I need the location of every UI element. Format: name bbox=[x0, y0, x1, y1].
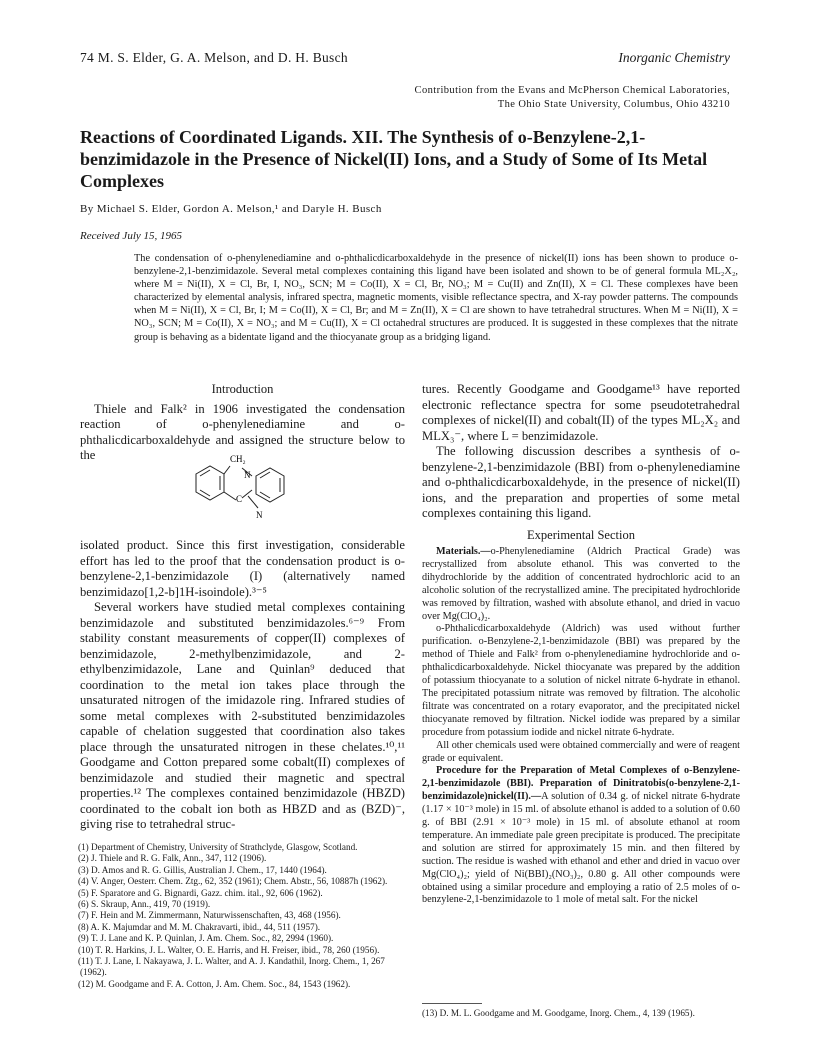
procedure-text: A solution of 0.34 g. of nickel nitrate 6-hydrate (1.17 × 10⁻³ mole) in 15 ml. of absolute ethanol is added to a solution of 0.60 g. of BBI (2.91 × 10⁻³ mole) in 15 ml. of absolute ethanol at room temperature. An immediate pale green precipitate is produced. The precipitate and solution are stirred for approximately 15 min. and then filtered by suction. The residue is washed with ethanol and ether and dried in vacuo over Mg(ClO₄)₂; yield of Ni(BBI)₂(NO₃)₂, 0.80 g. All other compounds were obtained using a similar procedure and employing a ratio of 2.5 moles of o-benzylene-2,1-benzimidazole to 1 mole of metal salt. For the nickel bbox=[422, 791, 740, 906]
intro-paragraph-3: Several workers have studied metal complexes containing benzimidazole and substituted benzimidazoles.⁶⁻⁹ From stability constant measurements of copper(II) complexes of benzimidazole, 2-methylbenzimidazole, and 2-ethylbenzimidazole, Lane and Quinlan⁹ deduced that coordination to the metal ion takes place through the unsaturated nitrogen of the imidazole ring. Infrared studies of some metal complexes with 2-substituted benzimidazoles capable of chelation suggested that coordination also takes place through the unsaturated nitrogen in these chelates.¹⁰,¹¹ Goodgame and Cotton prepared some cobalt(II) complexes of benzimidazole and studied their magnetic and spectral properties.¹² The complexes contained benzimidazole (HBZD) coordinated to the cobalt ion both as HBZD and as (BZD)⁻, giving rise to tetrahedral struc- bbox=[80, 600, 405, 831]
footnote-3: (3) D. Amos and R. G. Gillis, Australian J. Chem., 17, 1440 (1964). bbox=[78, 864, 327, 875]
running-head-authors: 74 M. S. Elder, G. A. Melson, and D. H. Busch bbox=[80, 50, 348, 65]
procedure-run-in-head: Procedure for the Preparation of Metal Complexes of o-Benzylene-2,1-benzimidazole (BBI). Preparation of Dinitratobis(o-benzylene-2,1-benzimidazole)nickel(II).— bbox=[422, 765, 740, 803]
footnote-6: (6) S. Skraup, Ann., 419, 70 (1919). bbox=[78, 899, 211, 910]
footnote-8: (8) A. K. Majumdar and M. M. Chakravarti, ibid., 44, 511 (1957). bbox=[78, 921, 321, 932]
left-footnotes bbox=[80, 842, 405, 990]
struct-label-n1: N bbox=[244, 470, 251, 480]
introduction-heading: Introduction bbox=[211, 382, 274, 396]
abstract: The condensation of o-phenylenediamine and o-phthalicdicarboxaldehyde in the presence of nickel(II) ions has been shown to produce o-benzylene-2,1-benzimidazole. Several metal complexes containing this ligand have been isolated and shown to be of general formula ML₂X₂, where M = Ni(II), X = Cl, Br, I, NO₃, SCN; M = Co(II), X = Cl, Br, NO₃; M = Cu(II) and Zn(II), X = Cl. These complexes have been characterized by elemental analysis, infrared spectra, magnetic moments, visible reflectance spectra, and X-ray powder patterns. The compounds when M = Ni(II), X = Cl, Br, I; M = Co(II), X = Cl, Br; and M = Zn(II), X = Cl are shown to have tetrahedral structures. When M = Ni(II), X = NO₃, SCN; M = Co(II), X = NO₃; and M = Cu(II), X = Cl octahedral structures are produced. It is suggested in these complexes that the nitrate group is behaving as a bidentate ligand and the thiocyanate group as a bridging ligand. bbox=[134, 253, 738, 343]
phthal-paragraph: o-Phthalicdicarboxaldehyde (Aldrich) was used without further purification. o-Benzylene-2,1-benzimidazole (BBI) was prepared by the method of Thiele and Falk² from o-phenylenediamine hydrochloride and o-phthalicdicarboxaldehyde. Nickel thiocyanate was prepared by the addition of potassium thiocyanate to a solution of nickel nitrate 6-hydrate in ethanol. The precipitated potassium nitrate was removed by filtration. The alcoholic filtrate was concentrated on a rotary evaporator, and the precipitated nickel thiocyanate removed by filtration. Nickel iodide was prepared by a similar procedure from potassium iodide and nickel nitrate 6-hydrate. bbox=[422, 623, 740, 738]
struct-label-n2: N bbox=[256, 510, 263, 520]
intro-paragraph-2: isolated product. Since this first investigation, considerable effort has led to the proof that the condensation product is o-benzylene-2,1-benzimidazole (I) (alternatively named benzimidazo[1,2-b]1H-isoindole).³⁻⁵ bbox=[80, 538, 405, 599]
right-paragraph-2: The following discussion describes a synthesis of o-benzylene-2,1-benzimidazole (BBI) from o-phenylenediamine and o-phthalicdicarboxaldehyde, in the presence of nickel(II) ions, and the preparation and properties of some metal complexes containing this ligand. bbox=[422, 444, 740, 520]
author-line: By Michael S. Elder, Gordon A. Melson,¹ and Daryle H. Busch bbox=[80, 203, 382, 215]
benzimidazole-structure-figure bbox=[186, 452, 306, 528]
footnote-2: (2) J. Thiele and R. G. Falk, Ann., 347, 112 (1906). bbox=[78, 853, 267, 864]
footnote-10: (10) T. R. Harkins, J. L. Walter, O. E. Harris, and H. Freiser, ibid., 78, 260 (1956). bbox=[78, 944, 380, 955]
intro-paragraph-1: Thiele and Falk² in 1906 investigated the condensation reaction of o-phenylenediamine and o-phthalicdicarboxaldehyde and assigned the structure below to the bbox=[80, 401, 405, 462]
materials-text: o-Phenylenediamine (Aldrich Practical Grade) was recrystallized from absolute ethanol. This was converted to the dihydrochloride by the addition of concentrated hydrochloric acid to an alcoholic solution of the recrystallized amine. The precipitated hydrochloride was removed by filtration, washed with absolute ethanol, and dried in vacuo over Mg(ClO₄)₂. bbox=[422, 546, 740, 622]
procedure-paragraph bbox=[422, 765, 740, 907]
contribution-line-2: The Ohio State University, Columbus, Ohio 43210 bbox=[497, 99, 730, 110]
right-footnote-13: (13) D. M. L. Goodgame and M. Goodgame, Inorg. Chem., 4, 139 (1965). bbox=[422, 1008, 695, 1018]
footnote-5: (5) F. Sparatore and G. Bignardi, Gazz. chim. ital., 92, 606 (1962). bbox=[78, 887, 323, 898]
contribution-affiliation bbox=[415, 84, 730, 112]
materials-run-in-head: Materials.— bbox=[436, 546, 491, 557]
footnote-7: (7) F. Hein and M. Zimmermann, Naturwissenschaften, 43, 468 (1956). bbox=[78, 910, 341, 921]
received-date: Received July 15, 1965 bbox=[80, 230, 183, 242]
struct-label-ch2: CH₂ bbox=[230, 454, 246, 464]
right-column-body bbox=[422, 382, 740, 907]
footnote-4: (4) V. Anger, Oesterr. Chem. Ztg., 62, 352 (1961); Chem. Abstr., 56, 10887h (1962). bbox=[78, 876, 388, 887]
left-column-body bbox=[80, 538, 405, 833]
contribution-line-1: Contribution from the Evans and McPherson Chemical Laboratories, bbox=[414, 85, 730, 96]
article-title: Reactions of Coordinated Ligands. XII. The Synthesis of o-Benzylene-2,1-benzimidazole in the Presence of Nickel(II) Ions, and a Study of Some of Its Metal Complexes bbox=[80, 127, 708, 191]
footnote-1: (1) Department of Chemistry, University of Strathclyde, Glasgow, Scotland. bbox=[78, 842, 358, 852]
footnote-12: (12) M. Goodgame and F. A. Cotton, J. Am. Chem. Soc., 84, 1543 (1962). bbox=[78, 978, 351, 989]
right-paragraph-1: tures. Recently Goodgame and Goodgame¹³ have reported electronic reflectance spectra for some pseudotetrahedral complexes of nickel(II) and cobalt(II) of the types ML₂X₂ and MLX₃⁻, where L = benzimidazole. bbox=[422, 382, 740, 443]
journal-name: Inorganic Chemistry bbox=[618, 50, 730, 65]
materials-paragraph bbox=[422, 546, 740, 623]
experimental-heading: Experimental Section bbox=[527, 527, 635, 542]
footnote-11: (11) T. J. Lane, I. Nakayawa, J. L. Walter, and A. J. Kandathil, Inorg. Chem., 1, 267 (1962). bbox=[78, 956, 385, 978]
struct-label-c: C bbox=[236, 494, 243, 504]
footnote-rule bbox=[422, 1003, 482, 1004]
footnote-9: (9) T. J. Lane and K. P. Quinlan, J. Am. Chem. Soc., 82, 2994 (1960). bbox=[78, 933, 334, 944]
other-chemicals-paragraph: All other chemicals used were obtained commercially and were of reagent grade or equivalent. bbox=[422, 739, 740, 764]
